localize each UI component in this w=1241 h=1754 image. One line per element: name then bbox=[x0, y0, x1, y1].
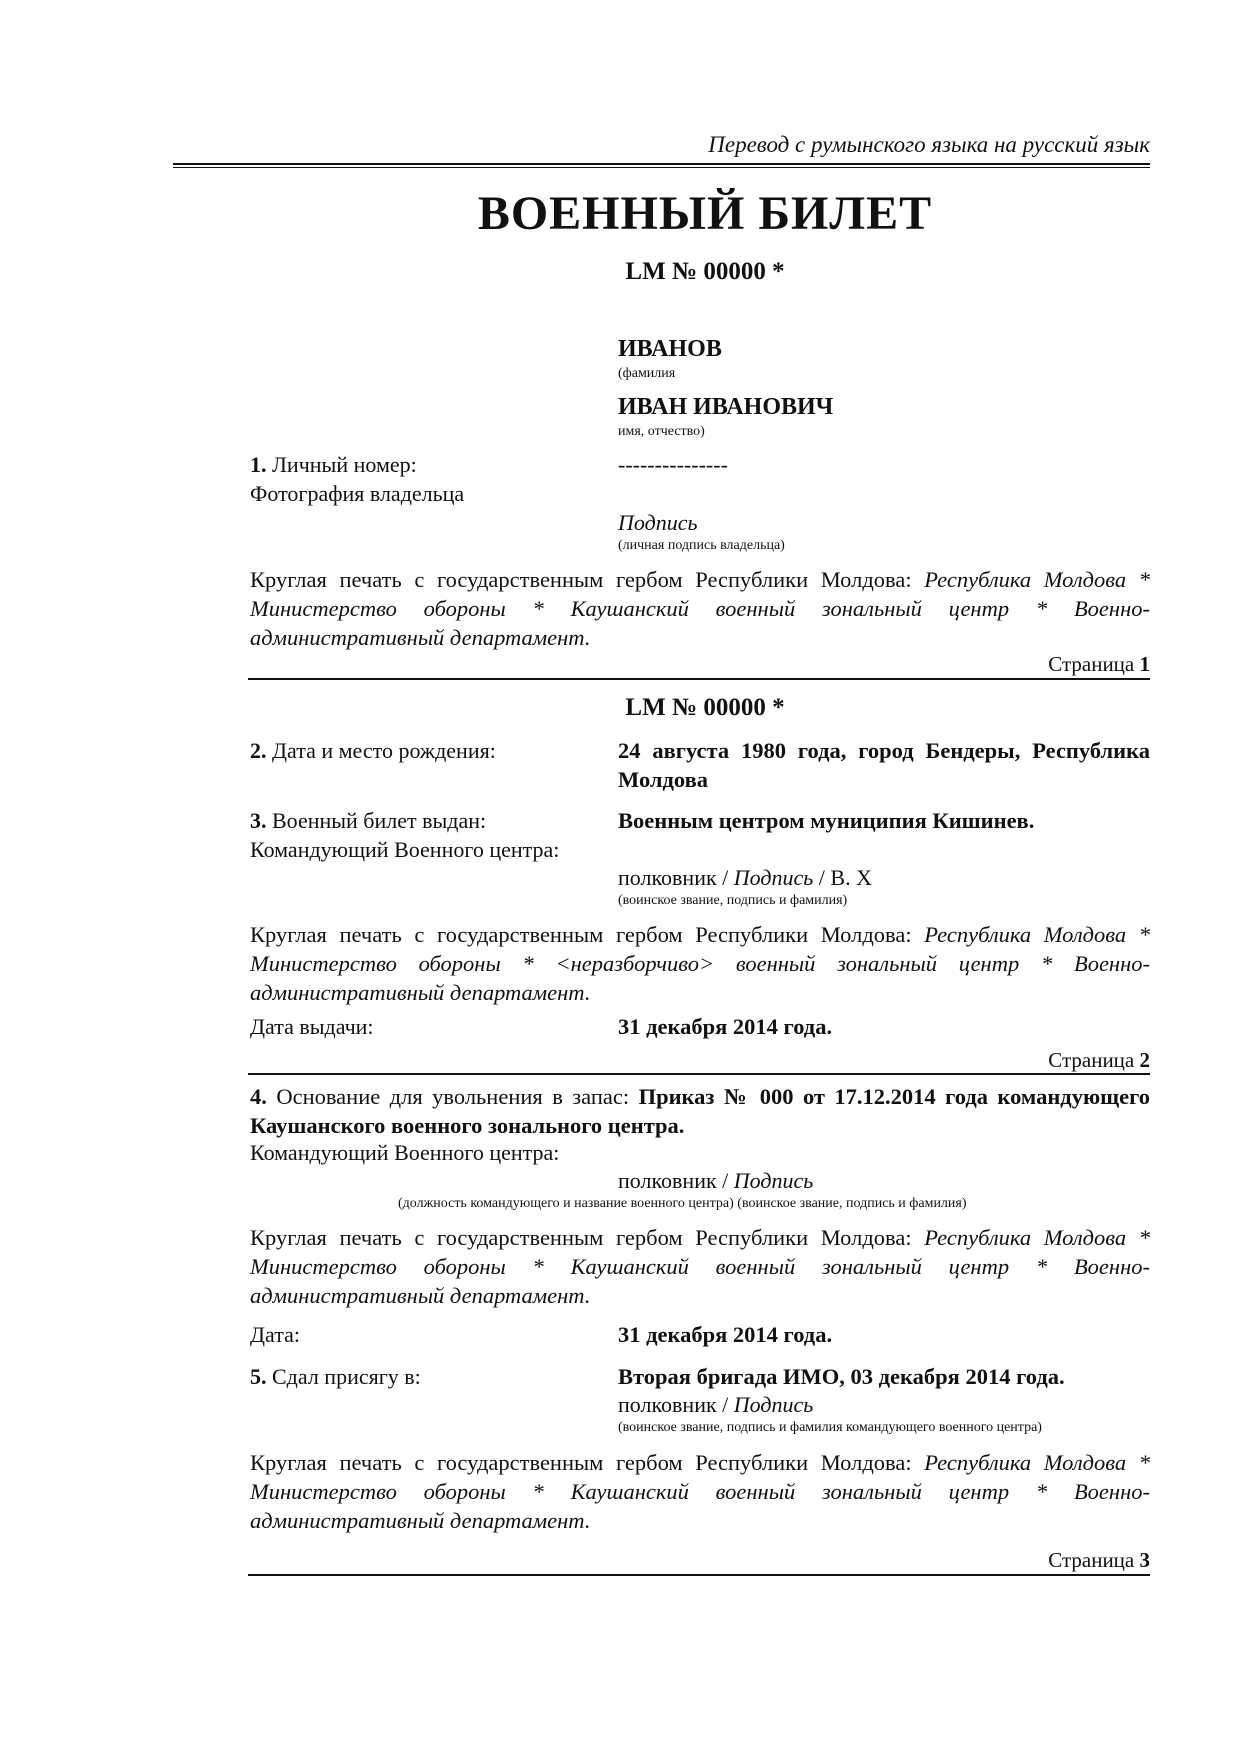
photo-label: Фотография владельца bbox=[250, 481, 465, 506]
page3-stamp1-text: Круглая печать с государственным гербом Республики Молдова: bbox=[250, 1225, 912, 1250]
item4-discharge-basis bbox=[250, 1082, 1150, 1140]
header-rule-thin bbox=[173, 167, 1150, 168]
oath-rank: полковник / bbox=[618, 1392, 729, 1417]
page3-stamp2-paragraph bbox=[250, 1448, 1150, 1535]
item1-number: 1. bbox=[250, 452, 267, 477]
holder-signature-caption: (личная подпись владельца) bbox=[618, 538, 785, 553]
page2-commander-label: Командующий Военного центра: bbox=[250, 837, 560, 862]
page3-commander-label: Командующий Военного центра: bbox=[250, 1140, 560, 1165]
page3-stamp1-italic: Республика Молдова * Министерство обороны * Каушанский военный зональный центр * Военно-административный департамент. bbox=[250, 1225, 1150, 1308]
page2-commander-caption: (воинское звание, подпись и фамилия) bbox=[618, 893, 848, 908]
page2-commander-rank: полковник / bbox=[618, 865, 729, 890]
page3-date-label: Дата: bbox=[250, 1322, 300, 1347]
page2-commander-sign: Подпись bbox=[733, 865, 814, 890]
item5-label: Сдал присягу в: bbox=[272, 1364, 421, 1389]
item3-value: Военным центром муниципия Кишинев. bbox=[618, 808, 1035, 833]
item3-issued bbox=[250, 808, 486, 834]
page2-label-text: Страница bbox=[1048, 1048, 1135, 1072]
page2-number: 2 bbox=[1139, 1048, 1150, 1072]
item2-value: 24 августа 1980 года, город Бендеры, Республика Молдова bbox=[618, 738, 1150, 792]
holder-signature: Подпись bbox=[618, 510, 698, 535]
page1-stamp-text: Круглая печать с государственным гербом Республики Молдова: bbox=[250, 567, 912, 592]
page3-commander-signature bbox=[618, 1168, 813, 1194]
translation-note: Перевод с румынского языка на русский язык bbox=[708, 132, 1150, 157]
page3-commander-rank: полковник / bbox=[618, 1168, 729, 1193]
page1-separator bbox=[248, 678, 1150, 680]
page3-stamp1-paragraph bbox=[250, 1223, 1150, 1310]
page3-date-value: 31 декабря 2014 года. bbox=[618, 1322, 833, 1347]
item5-oath bbox=[250, 1364, 421, 1390]
given-name-caption: имя, отчество) bbox=[618, 424, 705, 439]
item5-number: 5. bbox=[250, 1364, 267, 1389]
item2-birth bbox=[250, 738, 496, 764]
page2-commander-name: / В. Х bbox=[818, 865, 872, 890]
page2-label bbox=[1048, 1048, 1150, 1073]
page3-label-text: Страница bbox=[1048, 1548, 1135, 1572]
oath-caption: (воинское звание, подпись и фамилия командующего военного центра) bbox=[618, 1420, 1042, 1435]
given-name: ИВАН ИВАНОВИЧ bbox=[618, 394, 834, 420]
page3-commander-caption: (должность командующего и название военного центра) (воинское звание, подпись и фамилия) bbox=[398, 1196, 967, 1211]
item4-value: Приказ № 000 от 17.12.2014 года командующего Каушанского военного зонального центра. bbox=[250, 1084, 1151, 1138]
item2-number: 2. bbox=[250, 738, 267, 763]
page2-stamp-italic: Республика Молдова * Министерство обороны * <неразборчиво> военный зональный центр * Военно-административный департамент. bbox=[250, 922, 1150, 1005]
item3-label: Военный билет выдан: bbox=[272, 808, 487, 833]
page2-separator bbox=[248, 1073, 1150, 1075]
page1-label-text: Страница bbox=[1048, 652, 1135, 676]
issue-date-label: Дата выдачи: bbox=[250, 1014, 374, 1039]
item4-number: 4. bbox=[250, 1084, 267, 1109]
item1-label: Личный номер: bbox=[272, 452, 417, 477]
header-rule-thick bbox=[173, 163, 1150, 165]
page3-number: 3 bbox=[1139, 1548, 1150, 1572]
item4-label: Основание для увольнения в запас: bbox=[276, 1084, 630, 1109]
page3-label bbox=[1048, 1548, 1150, 1573]
oath-sign: Подпись bbox=[733, 1392, 814, 1417]
page3-commander-sign: Подпись bbox=[733, 1168, 814, 1193]
page2-commander-signature bbox=[618, 865, 872, 891]
page2-stamp-paragraph bbox=[250, 920, 1150, 1007]
page1-number: 1 bbox=[1139, 652, 1150, 676]
page1-label bbox=[1048, 652, 1150, 677]
page3-stamp2-italic: Республика Молдова * Министерство обороны * Каушанский военный зональный центр * Военно-административный департамент. bbox=[250, 1450, 1150, 1533]
page1-stamp-paragraph bbox=[250, 565, 1150, 652]
item1-personal-number bbox=[250, 452, 417, 478]
document-title: ВОЕННЫЙ БИЛЕТ bbox=[477, 187, 933, 240]
surname-caption: (фамилия bbox=[618, 366, 676, 381]
item5-value: Вторая бригада ИМО, 03 декабря 2014 года. bbox=[618, 1364, 1065, 1389]
page3-separator bbox=[248, 1574, 1150, 1576]
item2-label: Дата и место рождения: bbox=[272, 738, 496, 763]
item3-number: 3. bbox=[250, 808, 267, 833]
page2-serial-number: LM № 00000 * bbox=[625, 694, 785, 721]
item1-value: --------------- bbox=[618, 452, 728, 477]
surname: ИВАНОВ bbox=[618, 336, 722, 362]
page3-stamp2-text: Круглая печать с государственным гербом Республики Молдова: bbox=[250, 1450, 912, 1475]
page2-stamp-text: Круглая печать с государственным гербом Республики Молдова: bbox=[250, 922, 912, 947]
page1-serial-number: LM № 00000 * bbox=[625, 258, 785, 285]
page1-stamp-italic: Республика Молдова * Министерство обороны * Каушанский военный зональный центр * Военно-административный департамент. bbox=[250, 567, 1150, 650]
issue-date-value: 31 декабря 2014 года. bbox=[618, 1014, 833, 1039]
oath-signature bbox=[618, 1392, 813, 1418]
